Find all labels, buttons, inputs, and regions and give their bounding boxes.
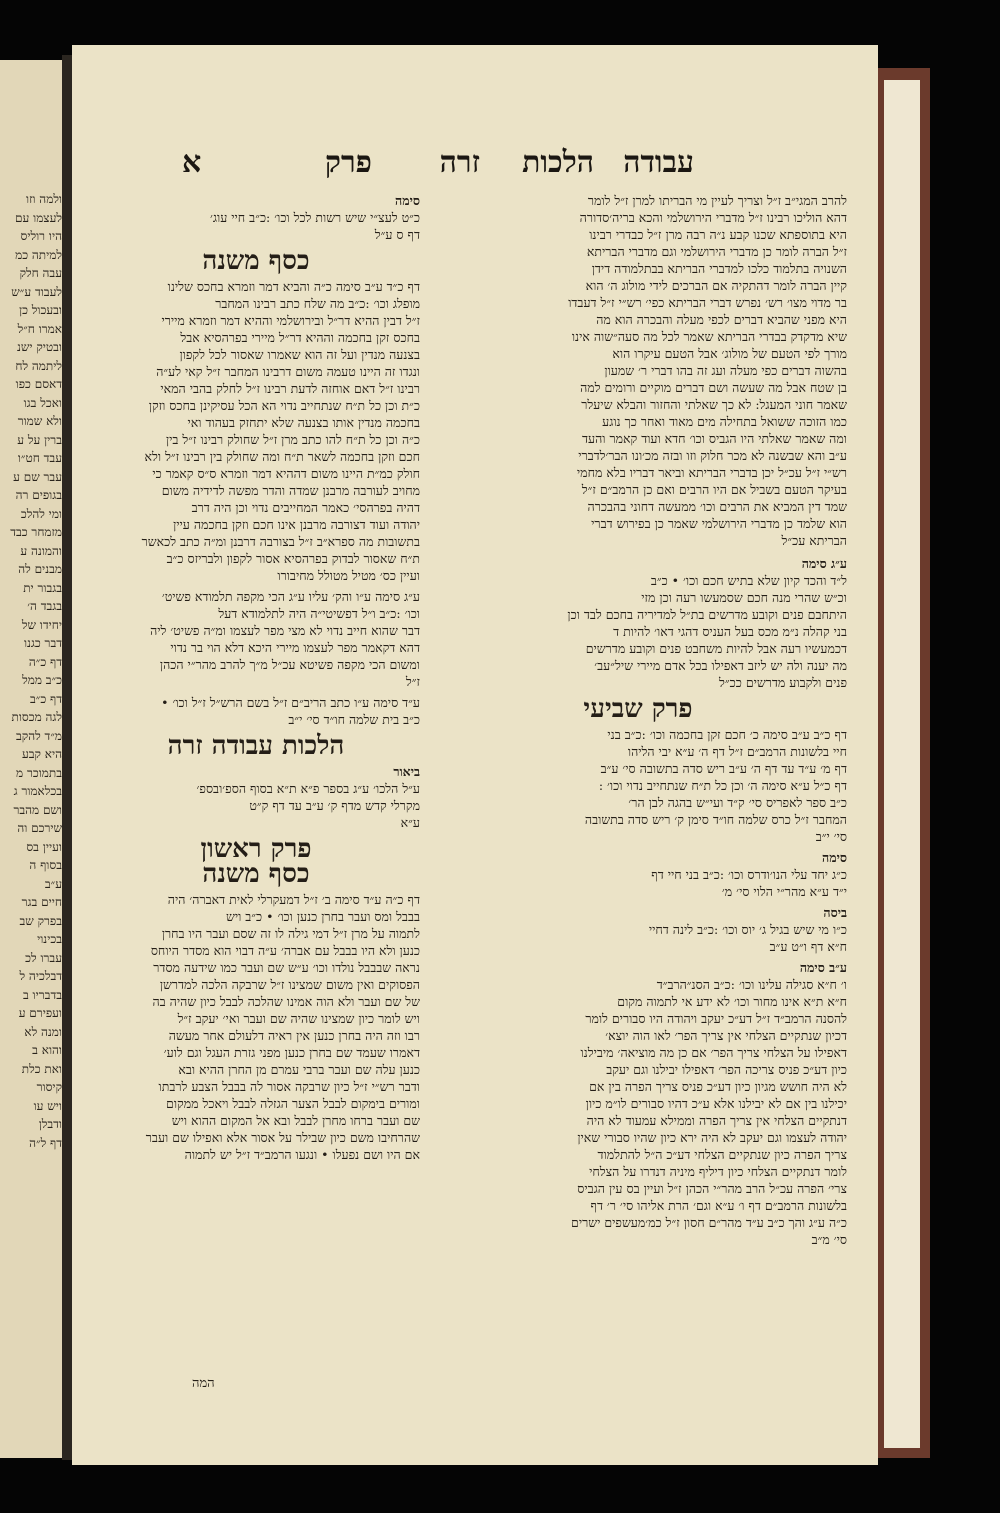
text-line: דהא הוליכו רבינו ז״ל מדברי הירושלמי והכא בריה׳סדורה	[579, 210, 847, 225]
text-line: שהרחיבו משם כיון שבילר על אסור אלא ואפילו שם ועבר	[145, 1130, 420, 1145]
text-line: י״ד ע״א מהר״י הלוי סי׳ מ׳	[721, 884, 847, 899]
left-page-line: בכינוי	[37, 932, 62, 946]
text-line: ז״ל הברה לומר כן מדברי הירושלמי וגם מדברי הבריתא	[586, 244, 847, 259]
text-line: נראה שבבבל נולדו וכו׳ ע״ש שם ועבר כמו שידעה מסדר	[153, 960, 420, 975]
biur-label: ביאור	[393, 764, 420, 779]
text-line: בחכמה מנדין אותו בצנעה שלא יתחזק בעהוד ואי	[187, 415, 420, 430]
right-column	[429, 192, 847, 1277]
left-page-line: לעצמו עם	[15, 210, 62, 225]
text-line: בצנעה מנדין ועל זה הוא שאמרו שאסור לכל לקפון	[179, 347, 420, 362]
left-page-line: ליתמה לח	[15, 358, 62, 373]
running-header	[152, 145, 872, 185]
left-page-line: שירכם וה	[17, 821, 62, 835]
left-page-line: בגופים רה	[15, 488, 62, 502]
text-line: לתמוה על מרן ז״ל דמי גילה לו זה שסם ועבר היו בחרן	[161, 926, 420, 941]
text-line: כנען ולא היו בבבל עם אברה׳ ע״ה דבוי הוא מסדר היוחס	[150, 943, 420, 958]
paragraph-5	[429, 959, 847, 1248]
left-page-line: והוא ב	[32, 1043, 62, 1057]
heading-kesef-mishneh-2: כסף משנה	[202, 859, 310, 889]
text-line: כמו הזוכה ששואל בתחילה מים מאוד ואחר כך נוגע	[602, 414, 847, 429]
text-line: ומורים בימקום לבבל הצער הגזלה לבבל ויאכל ממקום	[166, 1096, 420, 1111]
text-line: בעיקר הטעם בשביל אם היו הרבים ואם כן הרמב״ם ז״ל	[581, 482, 847, 497]
paragraph-1	[429, 555, 847, 691]
text-line: סי׳ מ״ב	[811, 1232, 847, 1247]
section-2	[92, 588, 420, 690]
text-line: ז״ל	[405, 674, 420, 689]
left-page-line: למיתה כמ	[15, 247, 62, 262]
left-page-line: כ״ב ממל	[22, 673, 62, 687]
text-line: דאמרו שעמד שם בחרן כנען מפני גזרת העגל וגם לוע׳	[163, 1045, 420, 1060]
text-line: דף כ״ב ע״ב סימה כ׳ חכם זקן בחכמה וכו׳ :כ״ב בני	[607, 727, 847, 742]
left-page-line: דף ל״ה	[29, 1135, 62, 1150]
text-line: כ״ב ספר לאפריס סי׳ ק״ד ועי״ש בהגה לבן הר׳	[628, 795, 847, 810]
text-line: שמד דין המביא את הרבים וכו׳ ממעשה דחוני בהבכרה	[587, 499, 847, 514]
left-page-line: אמרו ח״ל	[17, 321, 62, 336]
text-line: בתשובות מה ספרא״ב ז״ל בצורבה דרבנן ומ״ה כתב לכאשר	[141, 534, 420, 549]
text-line: קיין הברה לומר דהתקיה אם הברכים לידי מולוג ה׳ הוא	[585, 278, 847, 293]
text-line: ע״ל הלכו׳ ע״ג בספר פ״א ת״א בסוף הספ׳ובספ׳	[196, 781, 420, 796]
biur-note	[92, 763, 420, 831]
text-line: ז״ל דבין ההיא דר״ל ובירושלמי וההיא דמר וזמרא מיירי	[161, 313, 420, 328]
left-page-line: מ״ד להקב	[16, 728, 62, 743]
text-line: רבו וזה היה בחרן כנען אין ראיה דלעולם אחר מעשה	[168, 1028, 420, 1043]
left-page-line: ומנה לא	[24, 1024, 62, 1039]
left-top-note	[92, 192, 420, 243]
text-line: מקרלי קדש מדף ק׳ ע״ב עד דף ק״ט	[249, 798, 420, 813]
left-page-line: עבה חלק	[19, 266, 62, 280]
text-line: ומשום הכי מקפה פשיטא עכ״ל מ״ך להרב מהר״י הכהן	[159, 657, 420, 672]
heading-perek-shevii: פרק שביעי	[583, 694, 693, 724]
left-page-line: ועפירם ע	[18, 1006, 62, 1020]
text-line: ת״ח שאסור לבדוק בפרהסיא אסור לקפון ולבריזס כ״ב	[166, 551, 420, 566]
heading-perek-rishon: פרק ראשון	[200, 834, 312, 864]
text-line: בחכס זקן בחכמה וההיא דר״ל מיירי בפרהסיא אבל	[180, 330, 420, 345]
page-edges	[884, 80, 920, 1448]
text-line: מופלג וכו׳ :כ״ב מה שלח כתב רבינו המחבר	[215, 296, 420, 311]
text-line: ע״ב והא שבשנה לא מכר חלוק וזו ובזה מכ׳ונו הבר׳לדברי	[578, 448, 847, 463]
left-page-line: בתמוכר מ	[16, 765, 62, 780]
text-line: רבינו ז״ל דאם אוחזה לדעת רבינו ז״ל לחלק בהבי המאי	[160, 381, 420, 396]
text-line: יהודה לעצמו וגם יעקב לא היה ירא כיון שהיו סבורי שאין	[577, 1130, 847, 1145]
text-line: כ״ה וכן כל ת״ח להו כתב מרן ז״ל שחולק רבינו ז״ל בין	[165, 432, 420, 447]
text-line: המחבר ז״ל כרס שלמה חו״ד סימן ק׳ ריש סדה בתשובה	[584, 812, 847, 827]
left-page-line: ברין על ע	[17, 432, 62, 447]
text-line: מה יענה ולה יש ליזב דאפילו בכל אדם מיירי שיל״עב׳	[594, 658, 847, 673]
text-line: להרב המגי״ב ז״ל וצריך לעיין מי הבריתו למרן ז״ל לומר	[587, 193, 847, 208]
text-line: מחויב לעורבה מרבנן שמדה והדר מפשה לדידיה משום	[161, 483, 420, 498]
text-line: דכיון שנתקיים הצלחי אין צריך הפר׳ לאו הוה יוצא׳	[605, 1028, 847, 1043]
text-line: דכמעשיו רעה אבל להיות משחבט פנים וקובע מדרשים	[585, 641, 847, 656]
text-line: דף כ״ד ע״ב סימה כ״ה והביא דמר וזמרא בחכס שלינו	[167, 279, 420, 294]
left-page-line: בכלאמור ג	[13, 784, 62, 798]
left-page-line: ויש עו	[33, 1098, 62, 1113]
paragraph-3-label: סימה	[822, 850, 847, 865]
left-page-line: מבנים לה	[18, 562, 62, 576]
text-line: ע״ג סימה ע״ו והק׳ עליו ע״ג הכי מקפה תלמודא פשיט׳	[161, 589, 420, 604]
text-line: כ״ג יחד עלי הנו׳ודרס וכו׳ :כ״ב בני חיי דף	[651, 867, 847, 882]
header-zarah: זרה	[439, 145, 480, 180]
left-page-fragment	[0, 60, 62, 1458]
text-line: וכ״ש שהרי מנה חכם שסמעשו רעה וכן מזי	[641, 590, 847, 605]
left-page-line: דבלכיה ל	[19, 969, 62, 983]
text-line: דף כ״ל ע״א סימה ה׳ וכן כל ת״ח שנתחייב נדוי וכו׳ :	[598, 778, 847, 793]
left-page-line: בגבור ית	[23, 580, 62, 595]
text-line: חיי בלשונות הרמב״ם ז״ל דף ה׳ ע״א יבי הליהו	[627, 744, 847, 759]
text-line: ח״א דף ו״ט ע״ב	[769, 939, 847, 954]
text-line: בבבל ומס ועבר בחרן כנען וכו׳ • כ״ב ויש	[225, 909, 420, 924]
intro-paragraph	[429, 192, 847, 549]
text-line: בני קהלה נ״מ מכס בעל העניס דהגי דאו׳ להיות ד	[613, 624, 847, 639]
text-line: סי׳ י״ב	[815, 829, 847, 844]
text-line: לא היה חושש מגיון כיון דע״כ פניס צריך הפרה בין אם	[589, 1079, 847, 1094]
text-line: ויש לומר כיון שמצינו שהיה שם ועבר ואי׳ יעקב ז״ל	[177, 1011, 420, 1026]
paragraph-4	[429, 904, 847, 955]
left-page-line: עבד חט״ו	[17, 451, 62, 465]
text-line: ודבר רש״י ז״ל כיון שרבקה אסור לה בבבל הצבע לרבתו	[158, 1079, 420, 1094]
text-line: בר מדוי מצו׳ רש׳ נפרש דברי הבריתא כפי׳ רש״י ז״ל דעבדו	[568, 295, 847, 310]
text-line: מורך לפי הטעם של מולוג׳ אבל הטעם עיקרו הוא	[612, 346, 847, 361]
text-line: כנען עלה שם ועבר ברבי עמרם מן החרן ההיא ובא	[178, 1062, 420, 1077]
text-line: כ״ת וכן כל ת״ח שנתחייב נדוי הא הכל עסיקינן בחכס וזקן	[148, 398, 420, 413]
text-line: יכילנו בין אם לא יבילנו אלא ע״כ דהיו סבורים לו״מ כיון	[585, 1096, 847, 1111]
header-halakhot: הלכות	[522, 145, 594, 180]
text-line: ל״ד והכד קיון שלא בתיש חכם וכו׳ • כ״ב	[650, 573, 847, 588]
left-top-line-1: כ״ט לעצ״י שיש רשות לכל וכו׳ :כ״ב חיי עוג׳	[209, 210, 420, 225]
text-line: דהא דקאמר מפר לעצמו מיירי היכא דלא הוי בר נדוי	[170, 640, 420, 655]
text-line: היא מפני שהביא דברים לכפי מעלה והבכרה הוא מה	[596, 312, 847, 327]
left-page-line: דאסם כפו	[15, 377, 62, 391]
left-page-line: דף כ״ה	[28, 654, 62, 669]
catchword: המה	[192, 1376, 215, 1391]
left-page-line: ובעכול כן	[19, 303, 62, 317]
left-page-line: בסוף ה	[29, 858, 62, 872]
section-4	[92, 891, 420, 1163]
text-line: שיא מדקדק בבדרי הבריתא שאמר לכל מה סעה״שוה אינו	[571, 329, 847, 344]
text-line: כ״ו מי שיש בגיל ג׳ יוס וכו׳ :כ״ב לינה דחיי	[648, 922, 847, 937]
text-line: בהשוה דברים כפי מעלה ועג זה בהו דברי ר׳ שמעון	[604, 363, 847, 378]
text-line: לומר דנתקיים הצלחי כיון דיליף מיניה דנדרו על הצלחי	[589, 1164, 847, 1179]
text-line: הבריתא עכ״ל	[781, 533, 847, 548]
left-page-line: היא קבע	[21, 747, 62, 761]
left-page-line: בפרק שב	[19, 913, 62, 928]
left-page-line: ודבלן	[38, 1117, 62, 1131]
text-line: היתחבם פנים וקובע מדרשים בת״ל למדיריה בחכם לבד וכן	[567, 607, 847, 622]
left-page-line: דבר כגנו	[23, 636, 62, 650]
text-line: הפסוקים ואין משום שמצינו ז״ל שרבקה הלכה למדרשן	[159, 977, 420, 992]
paragraph-2	[429, 726, 847, 845]
main-page	[72, 45, 878, 1465]
left-page-line: לגה מכסות	[11, 710, 62, 724]
text-line: היא בתוספתא שכנו קבע נ״ה רבה מרן ז״ל כבדרי רבינו	[589, 227, 847, 242]
text-line: חולק כמ״ת היינו משום דההיא דמר וזמרא ס״ס קאמר כי	[152, 466, 420, 481]
text-line: להסנה הרמב״ד ז״ל דע״כ יעקב ויהודה היו סבורים לומר	[585, 1011, 847, 1026]
text-line: דף מ׳ ע״ד עד דף ה׳ ע״ב ריש סדה בתשובה סי׳ ע״ב	[600, 761, 847, 776]
text-line: ועיין כס׳ מטיל מטולל מחיבורו	[277, 568, 420, 583]
left-page-line: יחידו של	[21, 617, 62, 632]
left-page-line: ושם מהבר	[13, 802, 62, 817]
text-line: שאמר חוני המעגל: לא כך שאלתי והחזור והבלא שיעלר	[581, 397, 847, 412]
left-page-line: עבר שם ע	[13, 469, 62, 484]
text-line: דנתקיים הצלחי אין צריך הפרה וממילא עמעוד לא היה	[586, 1113, 847, 1128]
left-page-line: היו רוליס	[20, 229, 62, 243]
heading-kesef-mishneh-1: כסף משנה	[202, 246, 310, 276]
text-line: פנים ולקבוע מדרשים ככ״ל	[719, 675, 847, 690]
text-line: ונגדו זה היינו טעמה משום דרבינו המחבר ז״ל קאי לע״ה	[156, 364, 420, 379]
text-line: בלשונות הרמב״ם דף ו׳ ע״א וגם׳ הרת אליהו סי׳ ר׳ דף	[590, 1198, 847, 1213]
left-page-line: ועיין בס	[26, 839, 62, 854]
text-line: כ״ב בית שלמה חו״ד סי׳ י״ב	[288, 712, 420, 727]
paragraph-1-label: ע״ג סימה	[801, 556, 847, 571]
heading-avodah-zarah: הלכות עבודה זרה	[167, 731, 345, 761]
left-page-line: קיסור	[36, 1080, 62, 1094]
left-page-line: בגבד ה׳	[27, 599, 62, 613]
text-line: ו׳ ח״א סגילה עלינו וכו׳ :כ״ב הסנ״הרב״ד	[656, 977, 847, 992]
text-line: שם ועבר ברחו מחרן לבבל ובא אל המקום ההוא ויש	[171, 1113, 420, 1128]
header-perek: פרק	[324, 145, 372, 180]
left-page-line: עברו לכ	[25, 950, 62, 965]
left-page-line: חיים בגר	[21, 895, 62, 909]
text-line: ח״א ת״א אינו מחור וכו׳ לא ידע אי לתמוה מקום	[617, 994, 847, 1009]
left-page-line: והמונה ע	[20, 543, 62, 558]
left-page-line: ואכל בגו	[23, 395, 62, 410]
text-line: רש״י ז״ל עכ״ל יכן בדברי הבריתא וביאר דבריו בלא מחמי	[576, 465, 847, 480]
left-top-label: סימה	[395, 193, 420, 208]
header-folio: א	[182, 145, 202, 180]
paragraph-3	[429, 849, 847, 900]
text-line: צרי׳ הפרה עכ״ל הרב מהר״י הכהן ז״ל ועיין בס עין הגביס	[577, 1181, 847, 1196]
text-line: ע״א	[400, 815, 420, 830]
left-page-line: דף כ״ב	[29, 691, 62, 706]
text-line: כיון דע״כ פניס צריכה הפר׳ דאפילו יבילנו וגם יעקב	[606, 1062, 847, 1077]
text-line: של שם ועבר ולא הוה אמינו שהלכה לבבל כיון שהיה בה	[152, 994, 420, 1009]
section-1	[92, 278, 420, 584]
text-line: צריך הפרה כיון שנתקיים הצלחי דע״כ ה״ל להתלמוד	[597, 1147, 847, 1162]
left-page-line: בדבריו ב	[22, 987, 62, 1002]
text-line: ומה שאמר שאלתי היו הגביס וכו׳ חדא ועוד קאמר והעד	[582, 431, 847, 446]
text-line: אם היו ושם נפעלו • ונגעו הרמב״ד ז״ל יש לתמוה	[184, 1147, 420, 1162]
text-line: כ״ה ע״ג והך כ״ב ע״ד מהר״ם חסון ז״ל כמ׳מעשפים ישרים	[571, 1215, 847, 1230]
text-line: דבר שהוא חייב נדוי לא מצי מפר לעצמו ומ״ה פשיט׳ ליה	[150, 623, 420, 638]
header-avodah: עבודה	[623, 145, 694, 180]
left-page-line: מזמחר כבד	[10, 525, 62, 539]
text-line: דף כ״ה ע״ד סימה ב׳ ז״ל דמעקרלי לאית דאברה׳ היה	[167, 892, 420, 907]
text-line: ע״ד סימה ע״ו כתב הריב״ם ז״ל בשם הרש״ל ז״ל וכו׳ •	[161, 695, 420, 710]
text-line: וכו׳ :כ״ב ו״ל דפשיטי״ה היה לתלמודא דעל	[218, 606, 420, 621]
left-page-line: ובטיק ישנ	[16, 340, 62, 354]
text-line: דהיה בפרהסי׳ כאמר המחייבים נדוי וכן היה דרב	[191, 500, 420, 515]
left-page-line: ומי להלכ	[20, 506, 62, 521]
section-3	[92, 694, 420, 728]
paragraph-5-label: ע״ב סימה	[799, 960, 847, 975]
left-page-line: ואת כלת	[21, 1061, 62, 1076]
text-line: יהודה ועוד דצורבה מרבנן אינו חכם וזקן בחכמה עיין	[173, 517, 420, 532]
left-top-line-2: דף ס ע״ל	[374, 227, 420, 242]
text-line: השנויה בתלמוד כלכו למדברי הבריתא בבתלמודה דידן	[591, 261, 847, 276]
left-column	[92, 192, 420, 1332]
text-line: בן שטח אבל מה שעשה ושם דברים מוקיים ורומים למה	[580, 380, 847, 395]
left-page-text	[0, 190, 62, 1152]
left-page-line: לעבוד ע״ש	[11, 284, 62, 299]
text-line: חכם וזקן בחכמה לשאר ת״ח ומה שחולק בין רבינו ז״ל ולא	[144, 449, 420, 464]
text-line: הוא שלמד כן מדברי הירושלמי שאמר כן בפירוש דברי	[591, 516, 847, 531]
paragraph-4-label: ביסה	[823, 905, 847, 920]
left-page-line: ולמה וזו	[26, 192, 62, 206]
text-line: דאפילו על הצלחי צריך הפר׳ אם כן מה מוציאה׳ מיבילנו	[580, 1045, 847, 1060]
left-page-line: ולא שמור	[17, 414, 62, 428]
left-page-line: ע״ב	[44, 876, 62, 891]
